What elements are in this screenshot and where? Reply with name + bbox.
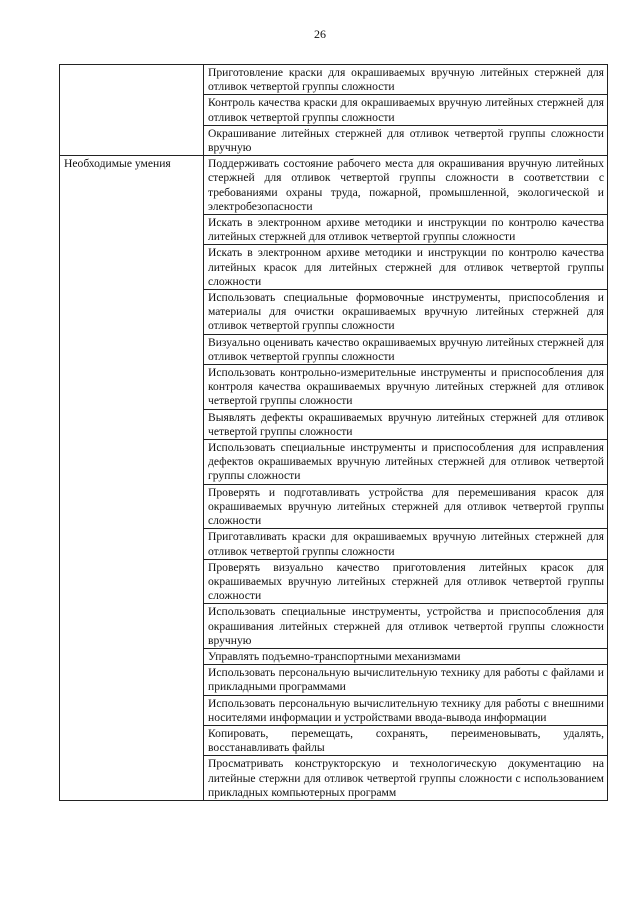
table-cell-skill: Использовать персональную вычислительную технику для работы с файлами и прикладными программами xyxy=(204,665,608,695)
table-cell-skill: Приготавливать краски для окрашиваемых вручную литейных стержней для отливок четвертой группы сложности xyxy=(204,529,608,559)
table-cell-skill: Копировать, перемещать, сохранять, переименовывать, удалять, восстанавливать файлы xyxy=(204,725,608,755)
table-cell-skill: Визуально оценивать качество окрашиваемых вручную литейных стержней для отливок четвертой группы сложности xyxy=(204,334,608,364)
table-cell-action: Приготовление краски для окрашиваемых вручную литейных стержней для отливок четвертой группы сложности xyxy=(204,65,608,95)
table-cell-action: Контроль качества краски для окрашиваемых вручную литейных стержней для отливок четвертой группы сложности xyxy=(204,95,608,125)
table-cell-skill: Проверять и подготавливать устройства для перемешивания красок для окрашиваемых вручную литейных стержней для отливок четвертой группы сложности xyxy=(204,484,608,529)
competency-table xyxy=(59,64,608,801)
label-cell-empty xyxy=(60,65,204,156)
table-cell-skill: Использовать контрольно-измерительные инструменты и приспособления для контроля качества окрашиваемых вручную литейных стержней для отливок четвертой группы сложности xyxy=(204,365,608,410)
table-cell-action: Окрашивание литейных стержней для отливок четвертой группы сложности вручную xyxy=(204,125,608,155)
table-cell-skill: Использовать специальные инструменты, устройства и приспособления для окрашивания литейных стержней для отливок четвертой группы сложности вручную xyxy=(204,604,608,649)
table-cell-skill: Использовать специальные инструменты и приспособления для исправления дефектов окрашиваемых вручную литейных стержней для отливок четвертой группы сложности xyxy=(204,440,608,485)
table-cell-skill: Искать в электронном архиве методики и инструкции по контролю качества литейных красок для литейных стержней для отливок четвертой группы сложности xyxy=(204,245,608,290)
skills-label-cell: Необходимые умения xyxy=(60,156,204,801)
table-cell-skill: Поддерживать состояние рабочего места для окрашивания вручную литейных стержней для отливок четвертой группы сложности в соответствии с требованиями охраны труда, пожарной, промышленной, экологической и электробезопасности xyxy=(204,156,608,215)
table-cell-skill: Выявлять дефекты окрашиваемых вручную литейных стержней для отливок четвертой группы сложности xyxy=(204,409,608,439)
table-body xyxy=(60,65,608,801)
table-cell-skill: Искать в электронном архиве методики и инструкции по контролю качества литейных стержней для отливок четвертой группы сложности xyxy=(204,215,608,245)
table-cell-skill: Проверять визуально качество приготовления литейных красок для окрашиваемых вручную литейных стержней для отливок четвертой группы сложности xyxy=(204,559,608,604)
table-cell-skill: Использовать специальные формовочные инструменты, приспособления и материалы для очистки окрашиваемых вручную литейных стержней для отливок четвертой группы сложности xyxy=(204,290,608,335)
table-cell-skill: Использовать персональную вычислительную технику для работы с внешними носителями информации и устройствами ввода-вывода информации xyxy=(204,695,608,725)
table-row xyxy=(60,156,608,215)
table-cell-skill: Просматривать конструкторскую и технологическую документацию на литейные стержни для отливок четвертой группы сложности с использованием прикладных компьютерных программ xyxy=(204,756,608,801)
table-cell-skill: Управлять подъемно-транспортными механизмами xyxy=(204,648,608,664)
table-row xyxy=(60,65,608,95)
page-number: 26 xyxy=(314,27,326,41)
